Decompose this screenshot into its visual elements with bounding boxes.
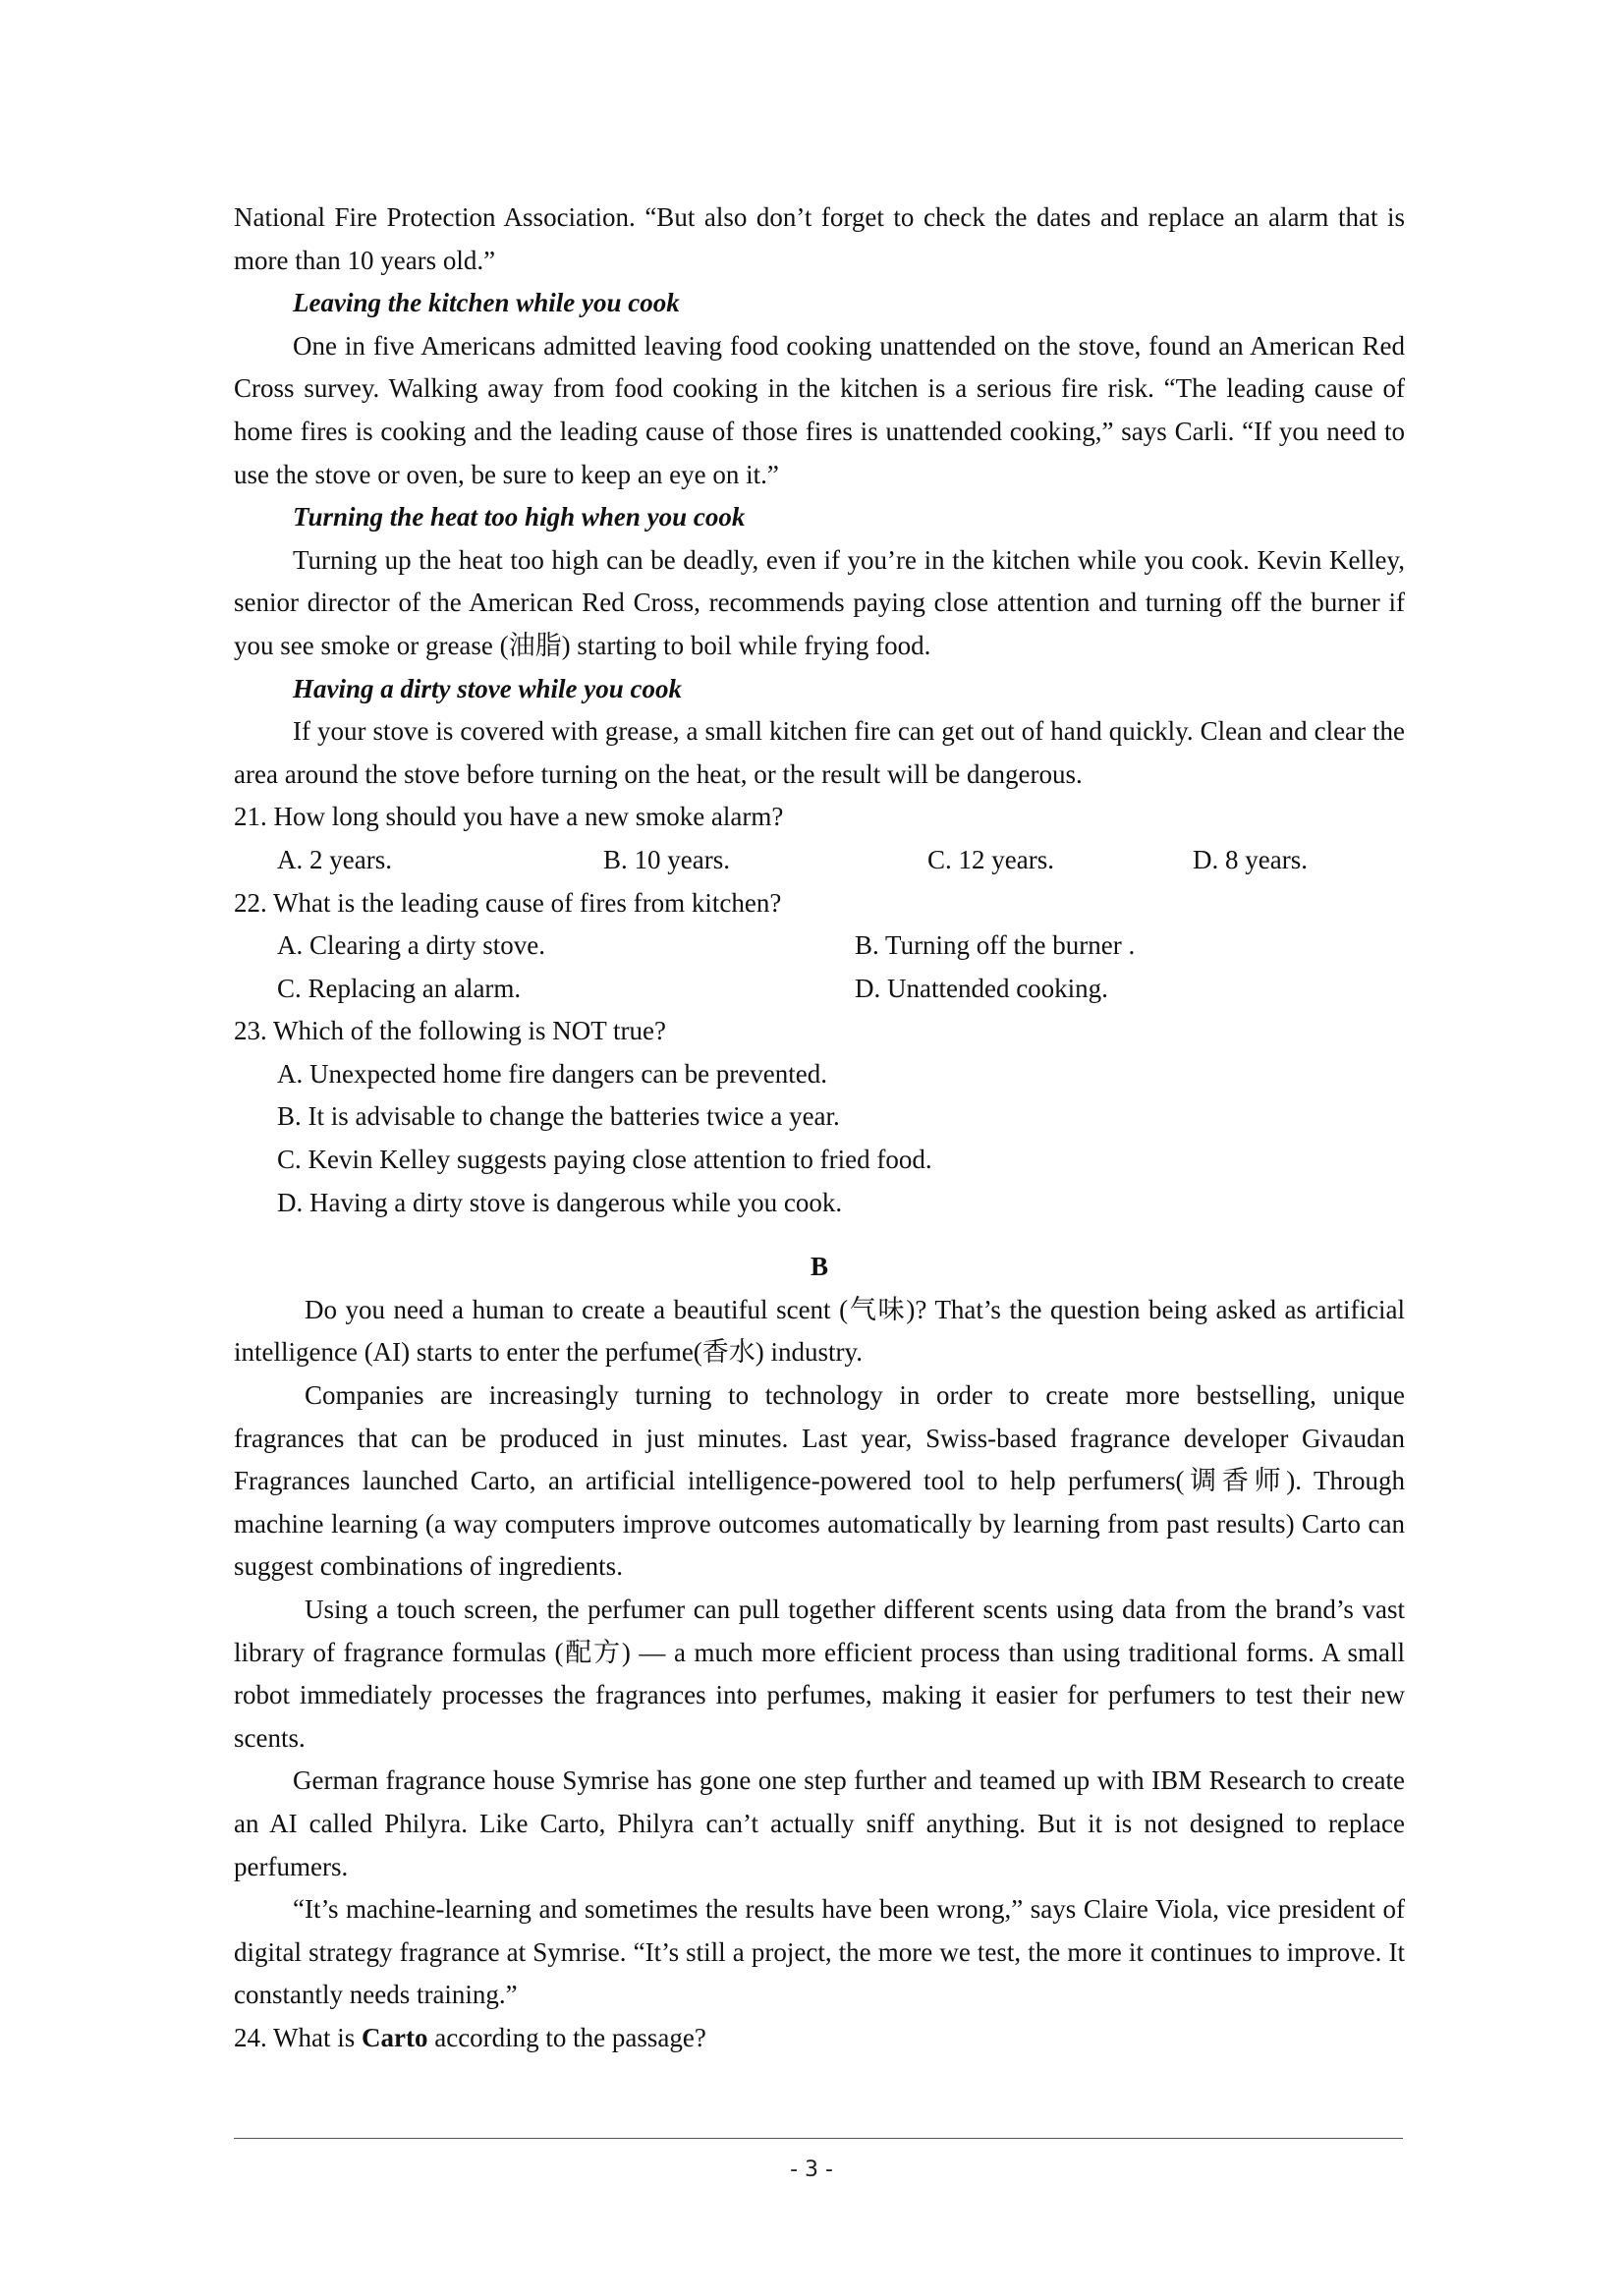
question-21-stem: 21. How long should you have a new smoke alarm? xyxy=(234,802,784,832)
passage-b-paragraph-4: German fragrance house Symrise has gone one step further and teamed up with IBM Research to create an AI called Philyra. Like Carto, Philyra can’t actually sniff anything. But it is not designed to replace perfumers. xyxy=(234,1765,1405,1881)
passage-b-paragraph-3: Using a touch screen, the perfumer can pull together different scents using data from the brand’s vast library of fragrance formulas (配方) — a much more efficient process than using traditional forms. A small robot immediately processes the fragrances into perfumes, making it easier for perfumers to test their new scents. xyxy=(234,1595,1405,1753)
question-21-option-d[interactable]: D. 8 years. xyxy=(1193,844,1308,874)
question-22-option-c[interactable]: C. Replacing an alarm. xyxy=(277,973,522,1003)
question-22-option-a[interactable]: A. Clearing a dirty stove. xyxy=(277,930,545,961)
question-22-option-b[interactable]: B. Turning off the burner . xyxy=(855,930,1136,961)
footer-divider xyxy=(234,2138,1403,2139)
section-heading-dirty-stove: Having a dirty stove while you cook xyxy=(293,673,682,703)
intro-paragraph: National Fire Protection Association. “But also don’t forget to check the dates and replace an alarm that is more than 10 years old.” xyxy=(234,202,1405,275)
question-23-stem: 23. Which of the following is NOT true? xyxy=(234,1016,666,1046)
section-body-dirty-stove: If your stove is covered with grease, a small kitchen fire can get out of hand quickly. Clean and clear the area around the stove before turning on the heat, or the result will be dangerous. xyxy=(234,716,1405,789)
page-number: - 3 - xyxy=(790,2157,833,2182)
question-23-option-c[interactable]: C. Kevin Kelley suggests paying close attention to fried food. xyxy=(277,1145,932,1175)
question-21-option-c[interactable]: C. 12 years. xyxy=(927,844,1054,874)
exam-page xyxy=(234,196,1405,2060)
question-21-options xyxy=(234,839,1405,882)
question-21-option-a[interactable]: A. 2 years. xyxy=(277,844,392,874)
passage-b-title: B xyxy=(810,1252,828,1282)
question-21-option-b[interactable]: B. 10 years. xyxy=(603,844,730,874)
passage-b-paragraph-2: Companies are increasingly turning to technology in order to create more bestselling, unique fragrances that can be produced in just minutes. Last year, Swiss-based fragrance developer Givaudan Fragrances launched Carto, an artificial intelligence-powered tool to help perfumers(调香师). Through machine learning (a way computers improve outcomes automatically by learning from past results) Carto can suggest combinations of ingredients. xyxy=(234,1380,1405,1582)
question-22-stem: 22. What is the leading cause of fires from kitchen? xyxy=(234,887,782,918)
question-24-stem xyxy=(234,2017,1405,2060)
question-23-option-a[interactable]: A. Unexpected home fire dangers can be prevented. xyxy=(277,1058,827,1089)
passage-b-paragraph-5: “It’s machine-learning and sometimes the results have been wrong,” says Claire Viola, vice president of digital strategy fragrance at Symrise. “It’s still a project, the more we test, the more it continues to improve. It constantly needs training.” xyxy=(234,1894,1405,2010)
question-22-options xyxy=(234,924,1405,1010)
section-heading-heat-too-high: Turning the heat too high when you cook xyxy=(293,502,746,532)
question-23-options xyxy=(234,1053,1405,1224)
question-24-suffix: according to the passage? xyxy=(427,2022,706,2052)
passage-b-paragraph-1: Do you need a human to create a beautiful scent (气味)? That’s the question being asked as artificial intelligence (AI) starts to enter the perfume(香水) industry. xyxy=(234,1294,1405,1368)
question-24-keyword: Carto xyxy=(362,2022,428,2052)
question-23-option-d[interactable]: D. Having a dirty stove is dangerous while you cook. xyxy=(277,1187,843,1217)
question-23-option-b[interactable]: B. It is advisable to change the batteries twice a year. xyxy=(277,1101,840,1132)
section-body-leaving-kitchen: One in five Americans admitted leaving food cooking unattended on the stove, found an American Red Cross survey. Walking away from food cooking in the kitchen is a serious fire risk. “The leading cause of home fires is cooking and the leading cause of those fires is unattended cooking,” says Carli. “If you need to use the stove or oven, be sure to keep an eye on it.” xyxy=(234,330,1405,489)
section-heading-leaving-kitchen: Leaving the kitchen while you cook xyxy=(293,288,680,318)
question-22-option-d[interactable]: D. Unattended cooking. xyxy=(855,973,1108,1003)
question-24-prefix: 24. What is xyxy=(234,2022,362,2052)
section-body-heat-too-high: Turning up the heat too high can be deadly, even if you’re in the kitchen while you cook. Kevin Kelley, senior director of the American Red Cross, recommends paying close attention and turning off the burner if you see smoke or grease (油脂) starting to boil while frying food. xyxy=(234,544,1405,660)
